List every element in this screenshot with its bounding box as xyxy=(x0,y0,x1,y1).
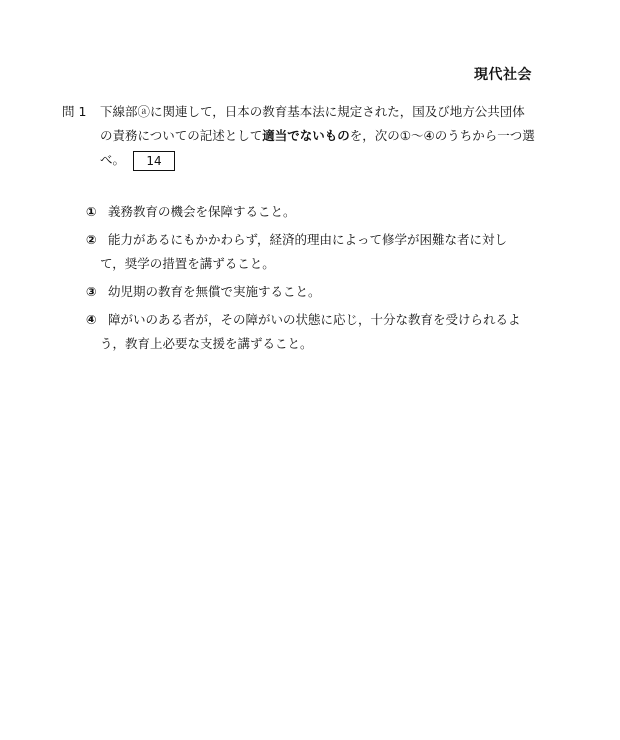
choice-item xyxy=(86,228,546,276)
choice-text: 能力があるにもかかわらず，経済的理由によって修学が困難な者に対し xyxy=(108,232,508,247)
choice-number: ① xyxy=(86,204,97,219)
question-text-2-post: を，次の①～④のうちから一つ選 xyxy=(349,128,535,143)
question-text-2-pre: の責務についての記述として xyxy=(100,128,263,143)
choice-text: 幼児期の教育を無償で実施すること。 xyxy=(108,284,321,299)
question-emphasis: 適当でないもの xyxy=(262,128,350,143)
subject-title: 現代社会 xyxy=(474,67,532,83)
answer-box: 14 xyxy=(133,151,175,171)
choice-text-continued: て，奨学の措置を講ずること。 xyxy=(100,256,275,271)
choice-list xyxy=(86,200,546,360)
choice-text-continued: う，教育上必要な支援を講ずること。 xyxy=(100,336,313,351)
choice-number: ② xyxy=(86,232,97,247)
question-line-2 xyxy=(62,124,552,148)
question-block xyxy=(62,100,552,172)
choice-item xyxy=(86,280,546,304)
question-line-1 xyxy=(62,100,552,124)
choice-item xyxy=(86,200,546,224)
question-number: 問 1 xyxy=(62,104,87,119)
question-text-1: 下線部ⓐに関連して，日本の教育基本法に規定された，国及び地方公共団体 xyxy=(100,104,525,119)
choice-item xyxy=(86,308,546,356)
choice-text: 障がいのある者が，その障がいの状態に応じ，十分な教育を受けられるよ xyxy=(108,312,521,327)
choice-number: ④ xyxy=(86,312,97,327)
choice-number: ③ xyxy=(86,284,97,299)
question-text-3: べ。 xyxy=(100,152,126,167)
choice-text: 義務教育の機会を保障すること。 xyxy=(108,204,296,219)
question-line-3 xyxy=(62,148,552,172)
